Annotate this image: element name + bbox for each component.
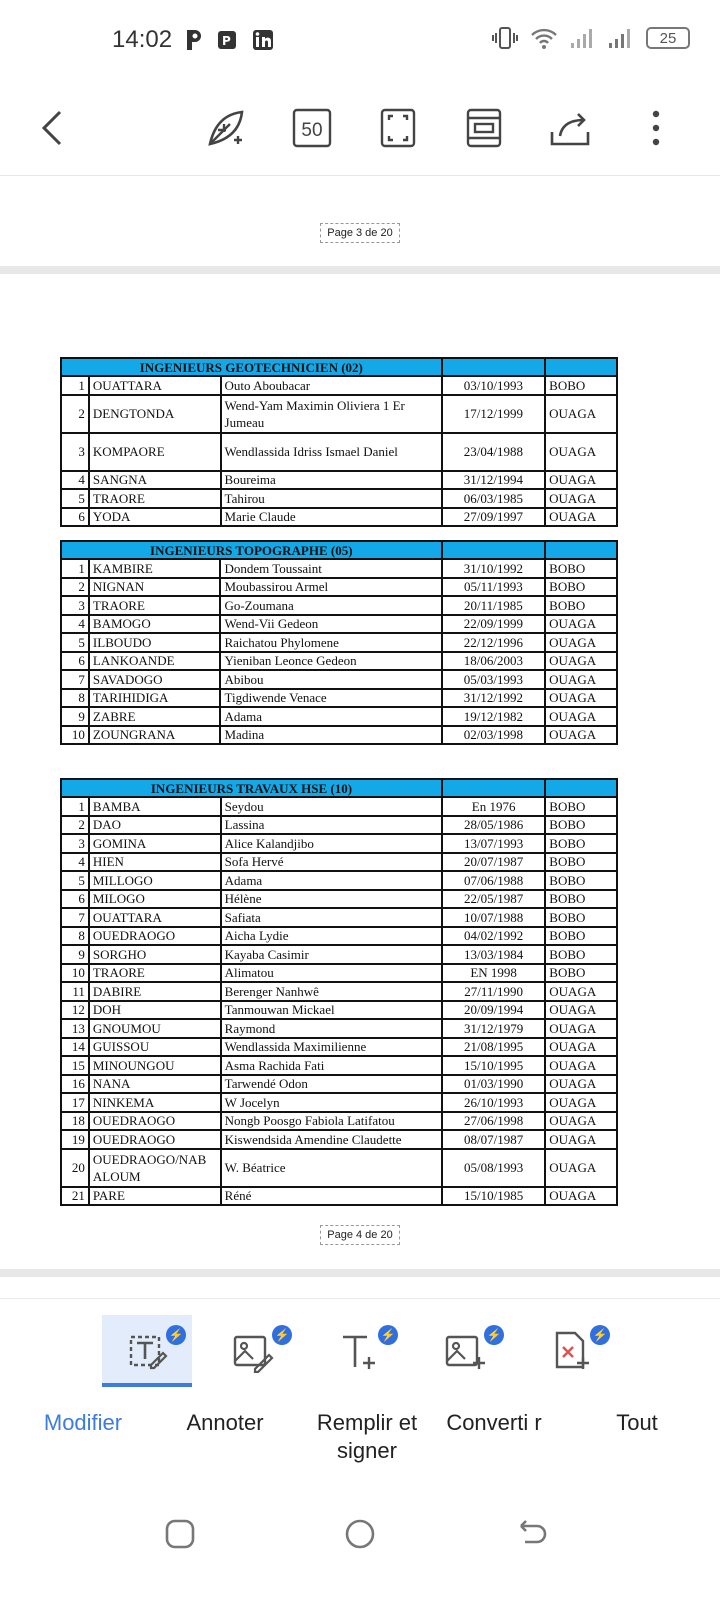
last-name: SORGHO: [89, 945, 221, 964]
first-name: Adama: [220, 707, 441, 726]
word-app-icon: [216, 28, 238, 52]
ai-badge-icon: ⚡: [166, 1325, 186, 1345]
city: OUAGA: [545, 1038, 617, 1057]
row-number: 5: [61, 871, 89, 890]
table-row: [61, 964, 617, 983]
table-row: [61, 853, 617, 872]
table-row: [61, 596, 617, 615]
first-name: Wendlassida Maximilienne: [221, 1038, 442, 1057]
layout-icon[interactable]: [458, 102, 510, 154]
birth-date: En 1976: [442, 797, 545, 816]
last-name: BAMBA: [89, 797, 221, 816]
last-name: GUISSOU: [89, 1038, 221, 1057]
row-number: 1: [61, 797, 89, 816]
row-number: 6: [61, 890, 89, 909]
last-name: GOMINA: [89, 834, 221, 853]
last-name: ILBOUDO: [89, 633, 221, 652]
first-name: Réné: [221, 1187, 442, 1206]
first-name: Sofa Hervé: [221, 853, 442, 872]
tool-label-remplir[interactable]: Remplir et signer: [316, 1410, 418, 1463]
birth-date: 06/03/1985: [442, 489, 546, 508]
birth-date: 22/05/1987: [442, 890, 545, 909]
birth-date: 10/07/1988: [442, 908, 545, 927]
table-row: [61, 726, 617, 745]
first-name: W. Béatrice: [221, 1149, 442, 1187]
table-header-empty: [442, 541, 546, 559]
birth-date: 27/09/1997: [442, 508, 546, 527]
first-name: Aicha Lydie: [221, 927, 442, 946]
top-toolbar: [0, 80, 720, 176]
row-number: 9: [61, 945, 89, 964]
table-row: [61, 559, 617, 578]
row-number: 2: [61, 395, 89, 433]
first-name: Adama: [221, 871, 442, 890]
row-number: 3: [61, 433, 89, 471]
last-name: OUEDRAOGO: [89, 1130, 221, 1149]
city: BOBO: [545, 945, 617, 964]
first-name: Raichatou Phylomene: [220, 633, 441, 652]
birth-date: 05/03/1993: [442, 670, 546, 689]
first-name: Alimatou: [221, 964, 442, 983]
page-count-value: 50: [301, 120, 323, 141]
birth-date: 31/12/1994: [442, 471, 546, 490]
first-name: Seydou: [221, 797, 442, 816]
edit-text-icon[interactable]: [102, 1315, 192, 1387]
birth-date: 31/10/1992: [442, 559, 546, 578]
row-number: 18: [61, 1112, 89, 1131]
table-row: [61, 1001, 617, 1020]
city: OUAGA: [545, 433, 617, 471]
birth-date: 07/06/1988: [442, 871, 545, 890]
last-name: NANA: [89, 1075, 221, 1094]
city: BOBO: [545, 797, 617, 816]
status-time: 14:02: [112, 26, 173, 53]
city: OUAGA: [545, 1112, 617, 1131]
first-name: Wend-Vii Gedeon: [220, 615, 441, 634]
more-icon[interactable]: [630, 102, 682, 154]
document-view[interactable]: [0, 177, 720, 1297]
tool-label-annoter[interactable]: Annoter: [186, 1410, 264, 1435]
last-name: MINOUNGOU: [89, 1056, 221, 1075]
birth-date: 21/08/1995: [442, 1038, 545, 1057]
last-name: MILOGO: [89, 890, 221, 909]
city: BOBO: [545, 890, 617, 909]
first-name: Marie Claude: [221, 508, 442, 527]
city: BOBO: [545, 559, 617, 578]
ai-badge-icon: ⚡: [378, 1325, 398, 1345]
city: OUAGA: [545, 652, 617, 671]
reading-mode-icon[interactable]: [200, 102, 252, 154]
first-name: Wend-Yam Maximin Oliviera 1 Er Jumeau: [221, 395, 442, 433]
table-row: [61, 1149, 617, 1187]
row-number: 7: [61, 908, 89, 927]
share-icon[interactable]: [544, 102, 596, 154]
last-name: BAMOGO: [89, 615, 221, 634]
table-row: [61, 1112, 617, 1131]
convert-image-icon[interactable]: [420, 1315, 510, 1387]
last-name: DENGTONDA: [89, 395, 221, 433]
table-geotechnicien: [60, 357, 618, 527]
birth-date: 05/08/1993: [442, 1149, 545, 1187]
city: BOBO: [545, 596, 617, 615]
last-name: ZOUNGRANA: [89, 726, 221, 745]
row-number: 3: [61, 834, 89, 853]
page-count-icon[interactable]: [286, 102, 338, 154]
row-number: 17: [61, 1093, 89, 1112]
status-bar: [0, 0, 720, 80]
last-name: TRAORE: [89, 489, 221, 508]
page-separator-2: [0, 1269, 720, 1277]
birth-date: 15/10/1995: [442, 1056, 545, 1075]
table-header-empty: [442, 779, 545, 797]
table-topographe: [60, 540, 618, 745]
last-name: SANGNA: [89, 471, 221, 490]
table-row: [61, 376, 617, 395]
recents-icon[interactable]: [160, 1514, 200, 1554]
table-row: [61, 945, 617, 964]
birth-date: 31/12/1992: [442, 689, 546, 708]
last-name: OUATTARA: [89, 376, 221, 395]
city: BOBO: [545, 376, 617, 395]
table-header-row: [61, 541, 617, 559]
birth-date: 03/10/1993: [442, 376, 546, 395]
first-name: Nongb Poosgo Fabiola Latifatou: [221, 1112, 442, 1131]
row-number: 2: [61, 816, 89, 835]
table-header-row: [61, 358, 617, 376]
last-name: MILLOGO: [89, 871, 221, 890]
table-row: [61, 982, 617, 1001]
row-number: 2: [61, 578, 89, 597]
birth-date: 27/06/1998: [442, 1112, 545, 1131]
city: OUAGA: [545, 489, 617, 508]
fill-sign-icon[interactable]: [314, 1315, 404, 1387]
row-number: 6: [61, 652, 89, 671]
table-header-empty: [442, 358, 546, 376]
last-name: PARE: [89, 1187, 221, 1206]
birth-date: 20/11/1985: [442, 596, 546, 615]
row-number: 15: [61, 1056, 89, 1075]
page-3-label: Page 3 de 20: [0, 227, 720, 239]
city: BOBO: [545, 964, 617, 983]
row-number: 10: [61, 726, 89, 745]
table-row: [61, 471, 617, 490]
wifi-icon: [530, 27, 558, 49]
city: OUAGA: [545, 1019, 617, 1038]
navigation-bar: [0, 1474, 720, 1600]
row-number: 1: [61, 376, 89, 395]
table-row: [61, 433, 617, 471]
last-name: YODA: [89, 508, 221, 527]
signal-icon-2: [608, 27, 634, 49]
city: OUAGA: [545, 508, 617, 527]
city: OUAGA: [545, 615, 617, 634]
table-row: [61, 652, 617, 671]
city: OUAGA: [545, 633, 617, 652]
table-row: [61, 1019, 617, 1038]
linkedin-icon: [252, 28, 274, 52]
row-number: 21: [61, 1187, 89, 1206]
fullscreen-icon[interactable]: [372, 102, 424, 154]
table-row: [61, 1130, 617, 1149]
birth-date: 27/11/1990: [442, 982, 545, 1001]
last-name: TRAORE: [89, 964, 221, 983]
last-name: DAO: [89, 816, 221, 835]
city: BOBO: [545, 578, 617, 597]
first-name: Safiata: [221, 908, 442, 927]
row-number: 19: [61, 1130, 89, 1149]
table-row: [61, 689, 617, 708]
row-number: 20: [61, 1149, 89, 1187]
city: OUAGA: [545, 726, 617, 745]
table-row: [61, 1038, 617, 1057]
first-name: Boureima: [221, 471, 442, 490]
battery-icon: 25: [646, 27, 690, 49]
table-row: [61, 834, 617, 853]
first-name: Asma Rachida Fati: [221, 1056, 442, 1075]
row-number: 8: [61, 689, 89, 708]
p-icon: [184, 28, 204, 52]
row-number: 5: [61, 633, 89, 652]
birth-date: 20/07/1987: [442, 853, 545, 872]
last-name: NINKEMA: [89, 1093, 221, 1112]
tool-label-modifier[interactable]: Modifier: [43, 1410, 123, 1435]
city: OUAGA: [545, 1056, 617, 1075]
table-row: [61, 871, 617, 890]
city: OUAGA: [545, 707, 617, 726]
city: OUAGA: [545, 1130, 617, 1149]
birth-date: 15/10/1985: [442, 1187, 545, 1206]
last-name: ZABRE: [89, 707, 221, 726]
birth-date: 04/02/1992: [442, 927, 545, 946]
last-name: GNOUMOU: [89, 1019, 221, 1038]
birth-date: 22/12/1996: [442, 633, 546, 652]
status-right: [492, 26, 690, 50]
row-number: 13: [61, 1019, 89, 1038]
page-4-label: Page 4 de 20: [0, 1229, 720, 1241]
table-row: [61, 890, 617, 909]
first-name: Lassina: [221, 816, 442, 835]
back-nav-icon[interactable]: [512, 1514, 552, 1554]
row-number: 8: [61, 927, 89, 946]
birth-date: 01/03/1990: [442, 1075, 545, 1094]
city: OUAGA: [545, 670, 617, 689]
back-icon[interactable]: [28, 102, 80, 154]
first-name: Dondem Toussaint: [220, 559, 441, 578]
first-name: Tarwendé Odon: [221, 1075, 442, 1094]
city: OUAGA: [545, 1093, 617, 1112]
row-number: 9: [61, 707, 89, 726]
row-number: 16: [61, 1075, 89, 1094]
home-icon[interactable]: [340, 1514, 380, 1554]
birth-date: 20/09/1994: [442, 1001, 545, 1020]
first-name: Tigdiwende Venace: [220, 689, 441, 708]
city: BOBO: [545, 871, 617, 890]
ai-badge-icon: ⚡: [484, 1325, 504, 1345]
last-name: TRAORE: [89, 596, 221, 615]
last-name: LANKOANDE: [89, 652, 221, 671]
city: OUAGA: [545, 689, 617, 708]
tool-label-tout[interactable]: Tout: [616, 1410, 658, 1435]
first-name: Outo Aboubacar: [221, 376, 442, 395]
row-number: 11: [61, 982, 89, 1001]
birth-date: 19/12/1982: [442, 707, 546, 726]
last-name: NIGNAN: [89, 578, 221, 597]
row-number: 12: [61, 1001, 89, 1020]
first-name: Kiswendsida Amendine Claudette: [221, 1130, 442, 1149]
first-name: Wendlassida Idriss Ismael Daniel: [221, 433, 442, 471]
birth-date: 05/11/1993: [442, 578, 546, 597]
city: BOBO: [545, 927, 617, 946]
first-name: Go-Zoumana: [220, 596, 441, 615]
first-name: Abibou: [220, 670, 441, 689]
table-row: [61, 489, 617, 508]
first-name: Alice Kalandjibo: [221, 834, 442, 853]
city: OUAGA: [545, 982, 617, 1001]
table-title: INGENIEURS TRAVAUX HSE (10): [61, 779, 442, 797]
first-name: Kayaba Casimir: [221, 945, 442, 964]
ai-badge-icon: ⚡: [272, 1325, 292, 1345]
table-row: [61, 707, 617, 726]
city: OUAGA: [545, 395, 617, 433]
first-name: Tanmouwan Mickael: [221, 1001, 442, 1020]
ai-badge-icon: ⚡: [590, 1325, 610, 1345]
table-row: [61, 633, 617, 652]
signal-icon: [570, 27, 596, 49]
birth-date: 22/09/1999: [442, 615, 546, 634]
last-name: HIEN: [89, 853, 221, 872]
table-title: INGENIEURS GEOTECHNICIEN (02): [61, 358, 442, 376]
table-row: [61, 1187, 617, 1206]
city: OUAGA: [545, 1075, 617, 1094]
city: BOBO: [545, 834, 617, 853]
row-number: 6: [61, 508, 89, 527]
tool-label-convertir[interactable]: Converti r: [446, 1410, 542, 1435]
table-row: [61, 797, 617, 816]
table-title: INGENIEURS TOPOGRAPHE (05): [61, 541, 442, 559]
birth-date: 18/06/2003: [442, 652, 546, 671]
table-row: [61, 395, 617, 433]
city: BOBO: [545, 816, 617, 835]
birth-date: 28/05/1986: [442, 816, 545, 835]
last-name: OUEDRAOGO/NAB ALOUM: [89, 1149, 221, 1187]
last-name: OUATTARA: [89, 908, 221, 927]
birth-date: 23/04/1988: [442, 433, 546, 471]
table-row: [61, 927, 617, 946]
table-header-empty: [545, 779, 617, 797]
birth-date: 26/10/1993: [442, 1093, 545, 1112]
table-row: [61, 1075, 617, 1094]
table-row: [61, 1093, 617, 1112]
last-name: OUEDRAOGO: [89, 1112, 221, 1131]
table-row: [61, 508, 617, 527]
page-separator: [0, 266, 720, 274]
city: OUAGA: [545, 1187, 617, 1206]
last-name: KAMBIRE: [89, 559, 221, 578]
first-name: Raymond: [221, 1019, 442, 1038]
bottom-tools: [0, 1298, 720, 1474]
row-number: 3: [61, 596, 89, 615]
birth-date: 02/03/1998: [442, 726, 546, 745]
city: BOBO: [545, 853, 617, 872]
table-header-empty: [545, 541, 617, 559]
last-name: OUEDRAOGO: [89, 927, 221, 946]
birth-date: 13/03/1984: [442, 945, 545, 964]
birth-date: EN 1998: [442, 964, 545, 983]
table-header-empty: [545, 358, 617, 376]
first-name: Berenger Nanhwê: [221, 982, 442, 1001]
first-name: Hélène: [221, 890, 442, 909]
row-number: 1: [61, 559, 89, 578]
first-name: Madina: [220, 726, 441, 745]
city: BOBO: [545, 908, 617, 927]
svg-text:P: P: [222, 34, 231, 48]
first-name: Moubassirou Armel: [220, 578, 441, 597]
row-number: 4: [61, 615, 89, 634]
last-name: KOMPAORE: [89, 433, 221, 471]
birth-date: 31/12/1979: [442, 1019, 545, 1038]
table-row: [61, 1056, 617, 1075]
birth-date: 08/07/1987: [442, 1130, 545, 1149]
table-row: [61, 615, 617, 634]
last-name: SAVADOGO: [89, 670, 221, 689]
row-number: 14: [61, 1038, 89, 1057]
city: OUAGA: [545, 1149, 617, 1187]
row-number: 10: [61, 964, 89, 983]
last-name: TARIHIDIGA: [89, 689, 221, 708]
row-number: 4: [61, 471, 89, 490]
row-number: 4: [61, 853, 89, 872]
last-name: DABIRE: [89, 982, 221, 1001]
table-row: [61, 670, 617, 689]
table-row: [61, 816, 617, 835]
city: OUAGA: [545, 471, 617, 490]
table-row: [61, 908, 617, 927]
first-name: W Jocelyn: [221, 1093, 442, 1112]
all-tools-icon[interactable]: [526, 1315, 616, 1387]
table-header-row: [61, 779, 617, 797]
annotate-image-icon[interactable]: [208, 1315, 298, 1387]
last-name: DOH: [89, 1001, 221, 1020]
first-name: Tahirou: [221, 489, 442, 508]
first-name: Yieniban Leonce Gedeon: [220, 652, 441, 671]
row-number: 5: [61, 489, 89, 508]
vibrate-icon: [492, 26, 518, 50]
birth-date: 13/07/1993: [442, 834, 545, 853]
birth-date: 17/12/1999: [442, 395, 546, 433]
table-hse: [60, 778, 618, 1206]
table-row: [61, 578, 617, 597]
row-number: 7: [61, 670, 89, 689]
city: OUAGA: [545, 1001, 617, 1020]
